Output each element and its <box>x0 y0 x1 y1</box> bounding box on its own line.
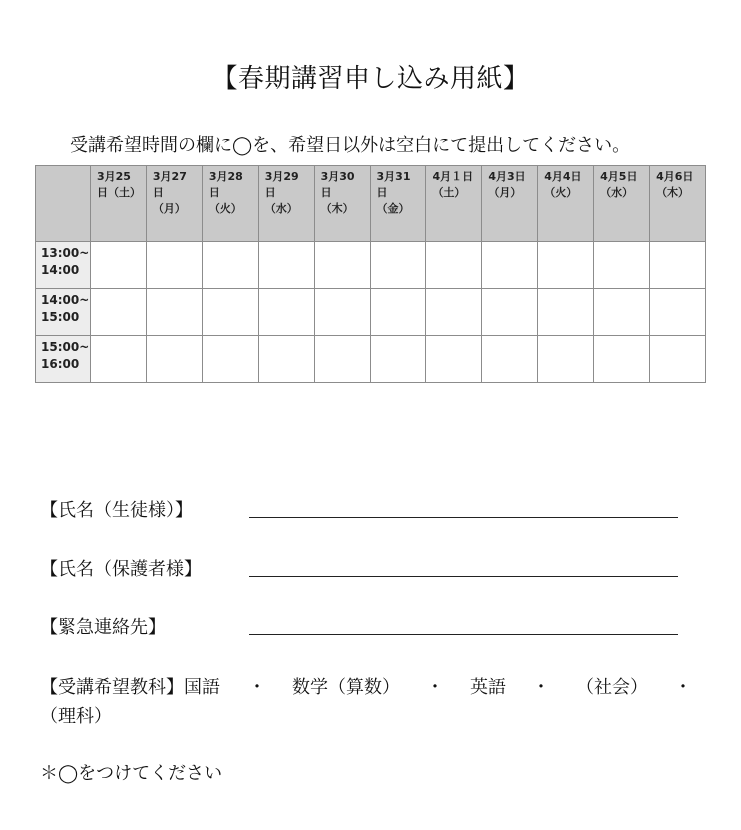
schedule-cell[interactable] <box>91 336 147 383</box>
student-name-field[interactable] <box>249 517 678 518</box>
guardian-name-label: 【氏名（保護者様】 <box>40 559 202 580</box>
schedule-cell[interactable] <box>370 289 426 336</box>
schedule-cell[interactable] <box>650 289 706 336</box>
date-header: 4月１日 （土） <box>426 166 482 242</box>
subject-option-social[interactable]: （社会） <box>576 677 648 698</box>
schedule-cell[interactable] <box>650 336 706 383</box>
schedule-cell[interactable] <box>202 242 258 289</box>
guardian-name-field[interactable] <box>249 576 678 577</box>
time-slot-label: 14:00~ 15:00 <box>36 289 91 336</box>
subject-separator: ・ <box>674 677 692 698</box>
subject-separator: ・ <box>532 677 550 698</box>
schedule-cell[interactable] <box>370 242 426 289</box>
schedule-cell[interactable] <box>426 289 482 336</box>
subject-separator: ・ <box>426 677 444 698</box>
form-title: 【春期講習申し込み用紙】 <box>211 64 530 94</box>
subject-option-english[interactable]: 英語 <box>470 677 506 698</box>
schedule-cell[interactable] <box>202 289 258 336</box>
date-header: 3月28 日 （火） <box>202 166 258 242</box>
date-header: 4月6日 （木） <box>650 166 706 242</box>
schedule-cell[interactable] <box>594 336 650 383</box>
time-slot-row <box>36 336 706 383</box>
subject-separator: ・ <box>248 677 266 698</box>
time-slot-label: 15:00~ 16:00 <box>36 336 91 383</box>
schedule-cell[interactable] <box>594 289 650 336</box>
emergency-contact-field[interactable] <box>249 634 678 635</box>
header-corner-cell <box>36 166 91 242</box>
schedule-table <box>35 165 706 383</box>
note-text: ＊◯をつけてください <box>40 763 223 784</box>
schedule-header-row <box>36 166 706 242</box>
subjects-row <box>40 673 692 731</box>
schedule-cell[interactable] <box>91 242 147 289</box>
student-name-label: 【氏名（生徒様）】 <box>40 500 193 521</box>
date-header: 4月3日 （月） <box>482 166 538 242</box>
subjects-label: 【受講希望教科】 <box>40 677 184 698</box>
schedule-cell[interactable] <box>482 242 538 289</box>
schedule-cell[interactable] <box>314 242 370 289</box>
subject-option-math[interactable]: 数学（算数） <box>292 677 400 698</box>
date-header: 4月5日 （水） <box>594 166 650 242</box>
instruction-text: 受講希望時間の欄に◯を、希望日以外は空白にて提出してください。 <box>70 135 631 156</box>
time-slot-label: 13:00~ 14:00 <box>36 242 91 289</box>
date-header: 3月29 日 （水） <box>258 166 314 242</box>
schedule-cell[interactable] <box>426 242 482 289</box>
date-header: 3月30 日 （木） <box>314 166 370 242</box>
schedule-cell[interactable] <box>146 336 202 383</box>
schedule-cell[interactable] <box>258 242 314 289</box>
schedule-cell[interactable] <box>370 336 426 383</box>
schedule-cell[interactable] <box>594 242 650 289</box>
subject-option-japanese[interactable]: 国語 <box>184 677 220 698</box>
schedule-cell[interactable] <box>202 336 258 383</box>
date-header: 3月31 日 （金） <box>370 166 426 242</box>
schedule-cell[interactable] <box>538 289 594 336</box>
schedule-cell[interactable] <box>146 242 202 289</box>
schedule-cell[interactable] <box>258 336 314 383</box>
schedule-cell[interactable] <box>91 289 147 336</box>
date-header: 4月4日 （火） <box>538 166 594 242</box>
schedule-cell[interactable] <box>538 336 594 383</box>
schedule-cell[interactable] <box>538 242 594 289</box>
schedule-cell[interactable] <box>314 289 370 336</box>
schedule-cell[interactable] <box>258 289 314 336</box>
date-header: 3月25 日（土） <box>91 166 147 242</box>
time-slot-row <box>36 242 706 289</box>
schedule-cell[interactable] <box>650 242 706 289</box>
schedule-cell[interactable] <box>482 336 538 383</box>
schedule-cell[interactable] <box>146 289 202 336</box>
schedule-cell[interactable] <box>314 336 370 383</box>
time-slot-row <box>36 289 706 336</box>
emergency-contact-label: 【緊急連絡先】 <box>40 617 166 638</box>
schedule-cell[interactable] <box>426 336 482 383</box>
subject-option-science[interactable]: （理科） <box>40 706 112 727</box>
date-header: 3月27 日 （月） <box>146 166 202 242</box>
schedule-cell[interactable] <box>482 289 538 336</box>
